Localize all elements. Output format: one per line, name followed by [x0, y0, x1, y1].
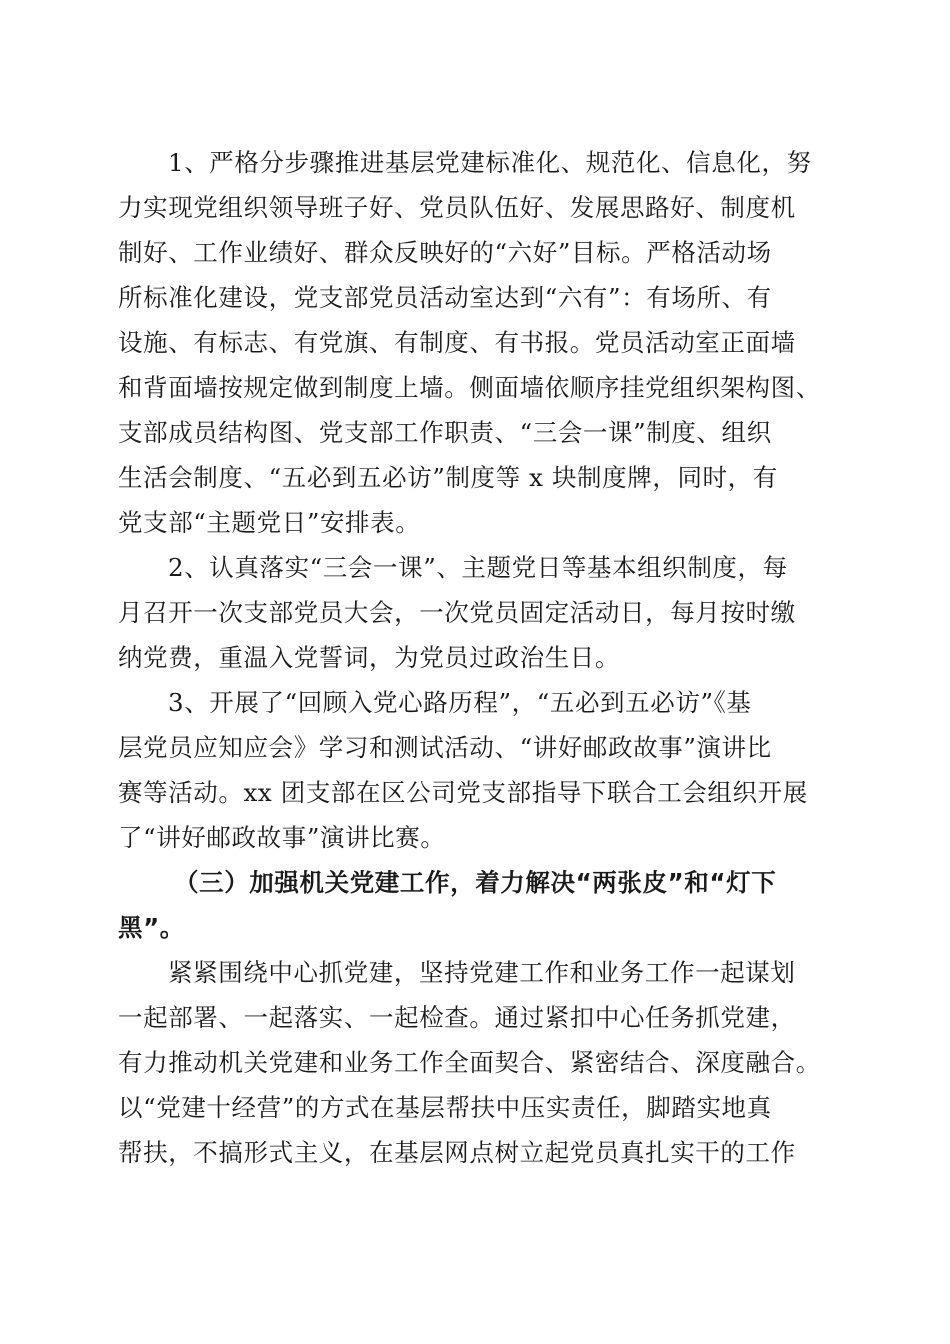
paragraph-line: 和背面墙按规定做到制度上墙。侧面墙依顺序挂党组织架构图、 — [118, 373, 821, 402]
paragraph-line: 一起部署、一起落实、一起检查。通过紧扣中心任务抓党建， — [118, 1003, 796, 1032]
paragraph-line: 制好、工作业绩好、群众反映好的“六好”目标。严格活动场 — [118, 238, 772, 267]
paragraph-line: 设施、有标志、有党旗、有制度、有书报。党员活动室正面墙 — [118, 328, 796, 357]
paragraph-line: 月召开一次支部党员大会，一次党员固定活动日，每月按时缴 — [118, 598, 796, 627]
heading-line: （三）加强机关党建工作，着力解决“两张皮”和“灯下 — [174, 868, 777, 897]
paragraph-line: 纳党费，重温入党誓词，为党员过政治生日。 — [118, 643, 620, 672]
paragraph-line: 层党员应知应会》学习和测试活动、“讲好邮政故事”演讲比 — [118, 733, 772, 762]
paragraph-line: 所标准化建设，党支部党员活动室达到“六有”：有场所、有 — [118, 283, 772, 312]
paragraph-line: 1、严格分步骤推进基层党建标准化、规范化、信息化，努 — [168, 148, 812, 177]
paragraph-line: 党支部“主题党日”安排表。 — [118, 508, 421, 537]
paragraph-line: 了“讲好邮政故事”演讲比赛。 — [118, 823, 446, 852]
paragraph-3 — [118, 680, 838, 860]
heading-line: 黑”。 — [118, 913, 185, 942]
paragraph-line: 3、开展了“回顾入党心路历程”，“五必到五必访”《基 — [168, 688, 752, 717]
paragraph-line: 以“党建十经营”的方式在基层帮扶中压实责任，脚踏实地真 — [118, 1093, 772, 1122]
paragraph-line: 有力推动机关党建和业务工作全面契合、紧密结合、深度融合。 — [118, 1048, 821, 1077]
document-body — [118, 140, 838, 1175]
paragraph-line: 帮扶，不搞形式主义，在基层网点树立起党员真扎实干的工作 — [118, 1138, 796, 1167]
paragraph-line: 力实现党组织领导班子好、党员队伍好、发展思路好、制度机 — [118, 193, 796, 222]
paragraph-line: 赛等活动。xx 团支部在区公司党支部指导下联合工会组织开展 — [118, 778, 808, 807]
paragraph-line: 紧紧围绕中心抓党建，坚持党建工作和业务工作一起谋划 — [168, 958, 796, 987]
paragraph-line: 2、认真落实“三会一课”、主题党日等基本组织制度，每 — [168, 553, 788, 582]
paragraph-line: 支部成员结构图、党支部工作职责、“三会一课”制度、组织 — [118, 418, 772, 447]
paragraph-2 — [118, 545, 838, 680]
paragraph-line: 生活会制度、“五必到五必访”制度等 x 块制度牌，同时，有 — [118, 463, 778, 492]
section-heading — [118, 860, 838, 950]
paragraph-1 — [118, 140, 838, 545]
paragraph-4 — [118, 950, 838, 1175]
